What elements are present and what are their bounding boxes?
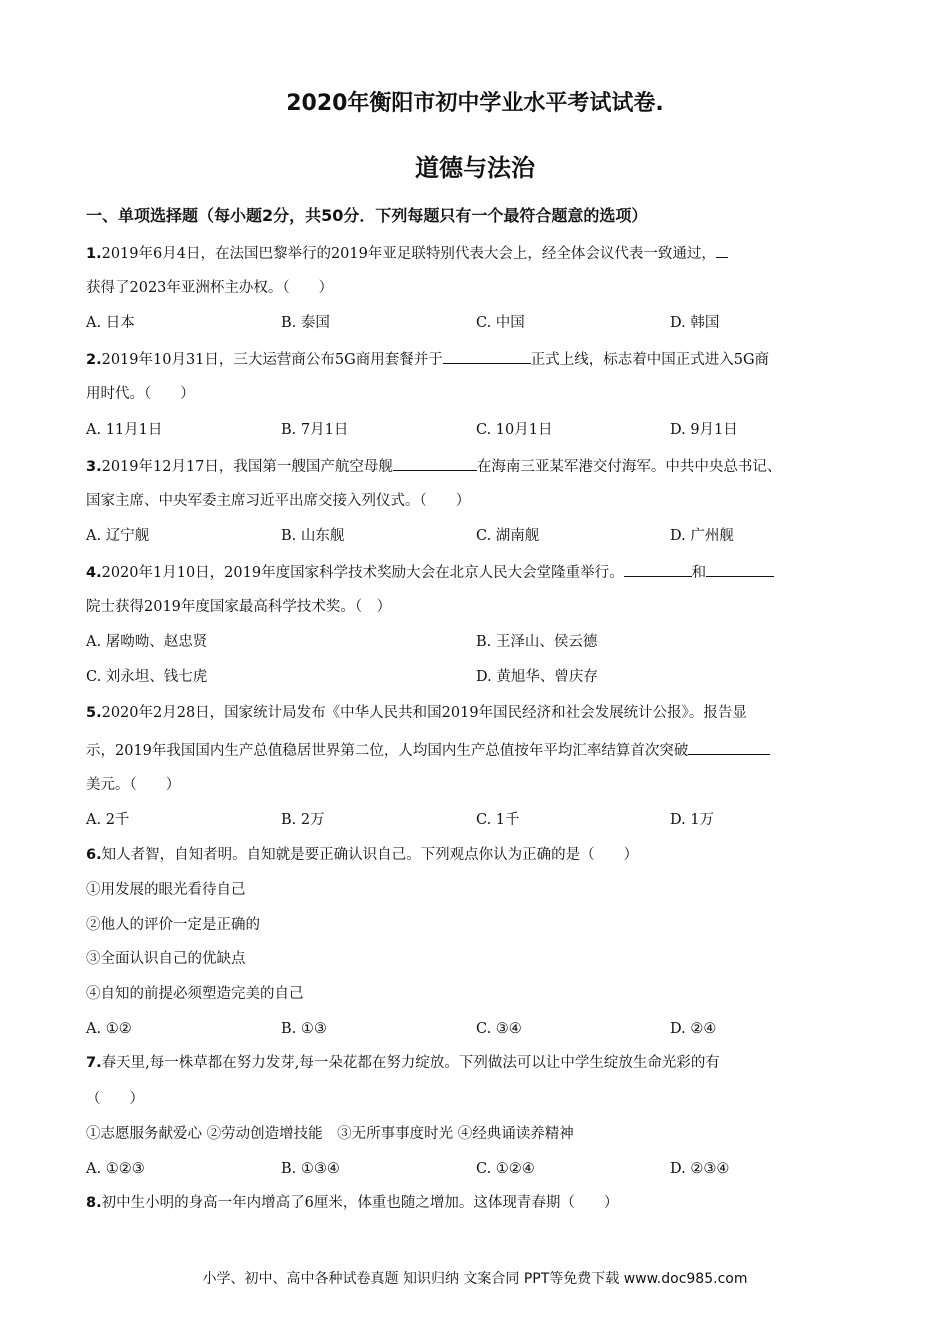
option-b: B. 山东舰 bbox=[281, 528, 345, 544]
option-b: B. 2万 bbox=[281, 812, 325, 828]
subject-title: 道德与法治 bbox=[415, 154, 535, 182]
option-d: D. 1万 bbox=[670, 812, 715, 828]
option-c: C. 10月1日 bbox=[476, 422, 553, 438]
option-a: A. 2千 bbox=[86, 812, 130, 828]
option-a: A. 屠呦呦、赵忠贤 bbox=[86, 634, 208, 650]
answer-blank bbox=[393, 456, 477, 471]
statement-item: ③全面认识自己的优缺点 bbox=[86, 951, 246, 967]
question-3-line-2: 国家主席、中央军委主席习近平出席交接入列仪式。（ ） bbox=[86, 493, 471, 509]
option-b: B. 泰国 bbox=[281, 315, 330, 331]
question-1-line-1: 1.2019年6月4日，在法国巴黎举行的2019年亚足联特别代表大会上，经全体会议代表一致通过， bbox=[86, 243, 728, 264]
question-number: 1. bbox=[86, 246, 102, 262]
question-number: 2. bbox=[86, 352, 102, 368]
question-number: 5. bbox=[86, 705, 102, 721]
option-d: D. 广州舰 bbox=[670, 528, 734, 544]
question-7-line-1: 7.春天里,每一株草都在努力发芽,每一朵花都在努力绽放。下列做法可以让中学生绽放生命光彩的有 bbox=[86, 1055, 720, 1071]
question-2-line-2: 用时代。（ ） bbox=[86, 386, 195, 402]
option-d: D. 韩国 bbox=[670, 315, 720, 331]
question-5-line-2: 示，2019年我国国内生产总值稳居世界第二位，人均国内生产总值按年平均汇率结算首次突破 bbox=[86, 740, 770, 761]
option-c: C. 1千 bbox=[476, 812, 520, 828]
question-number: 8. bbox=[86, 1195, 102, 1211]
question-5-line-1: 5.2020年2月28日，国家统计局发布《中华人民共和国2019年国民经济和社会发展统计公报》。报告显 bbox=[86, 705, 747, 721]
option-a: A. ①② bbox=[86, 1021, 132, 1037]
answer-blank bbox=[688, 740, 770, 755]
question-3-line-1: 3.2019年12月17日，我国第一艘国产航空母舰 在海南三亚某军港交付海军。中共中央总书记、 bbox=[86, 456, 781, 477]
option-a: A. ①②③ bbox=[86, 1161, 145, 1177]
statement-item: ①用发展的眼光看待自己 bbox=[86, 882, 246, 898]
option-d: D. ②④ bbox=[670, 1021, 717, 1037]
page-footer: 小学、初中、高中各种试卷真题 知识归纳 文案合同 PPT等免费下载 www.doc985.com bbox=[202, 1271, 748, 1287]
question-8-line-1: 8.初中生小明的身高一年内增高了6厘米，体重也随之增加。这体现青春期（ ） bbox=[86, 1195, 619, 1211]
exam-title: 2020年衡阳市初中学业水平考试试卷. bbox=[286, 91, 664, 116]
statement-item: ④自知的前提必须塑造完美的自己 bbox=[86, 986, 304, 1002]
answer-blank bbox=[624, 562, 692, 577]
question-6-line-1: 6.知人者智，自知者明。自知就是要正确认识自己。下列观点你认为正确的是（ ） bbox=[86, 847, 639, 863]
option-c: C. ①②④ bbox=[476, 1161, 535, 1177]
question-5-line-3: 美元。（ ） bbox=[86, 777, 181, 793]
option-c: C. ③④ bbox=[476, 1021, 522, 1037]
answer-blank bbox=[716, 243, 728, 258]
answer-blank bbox=[443, 349, 531, 364]
option-a: A. 辽宁舰 bbox=[86, 528, 150, 544]
option-b: B. 7月1日 bbox=[281, 422, 349, 438]
option-d: D. 9月1日 bbox=[670, 422, 738, 438]
option-b: B. ①③ bbox=[281, 1021, 327, 1037]
option-c: C. 湖南舰 bbox=[476, 528, 540, 544]
option-b: B. 王泽山、侯云德 bbox=[476, 634, 598, 650]
option-d: D. ②③④ bbox=[670, 1161, 730, 1177]
option-c: C. 中国 bbox=[476, 315, 525, 331]
question-4-line-1: 4.2020年1月10日，2019年度国家科学技术奖励大会在北京人民大会堂隆重举行。 和 bbox=[86, 562, 774, 583]
statement-item: ②他人的评价一定是正确的 bbox=[86, 917, 260, 933]
question-1-line-2: 获得了2023年亚洲杯主办权。（ ） bbox=[86, 280, 334, 296]
option-c: C. 刘永坦、钱七虎 bbox=[86, 669, 208, 685]
option-a: A. 日本 bbox=[86, 315, 135, 331]
statement-items-line: ①志愿服务献爱心 ②劳动创造增技能 ③无所事事度时光 ④经典诵读养精神 bbox=[86, 1126, 574, 1142]
option-a: A. 11月1日 bbox=[86, 422, 163, 438]
question-2-line-1: 2.2019年10月31日，三大运营商公布5G商用套餐并于 正式上线，标志着中国正式进入5G商 bbox=[86, 349, 769, 370]
option-d: D. 黄旭华、曾庆存 bbox=[476, 669, 598, 685]
section-heading: 一、单项选择题（每小题2分，共50分．下列每题只有一个最符合题意的选项） bbox=[86, 206, 648, 225]
question-4-line-2: 院士获得2019年度国家最高科学技术奖。（ ） bbox=[86, 599, 392, 615]
answer-blank bbox=[706, 562, 774, 577]
option-b: B. ①③④ bbox=[281, 1161, 340, 1177]
question-number: 3. bbox=[86, 459, 102, 475]
question-7-line-2: （ ） bbox=[86, 1091, 144, 1107]
question-number: 7. bbox=[86, 1055, 102, 1071]
question-number: 4. bbox=[86, 565, 102, 581]
question-number: 6. bbox=[86, 847, 102, 863]
